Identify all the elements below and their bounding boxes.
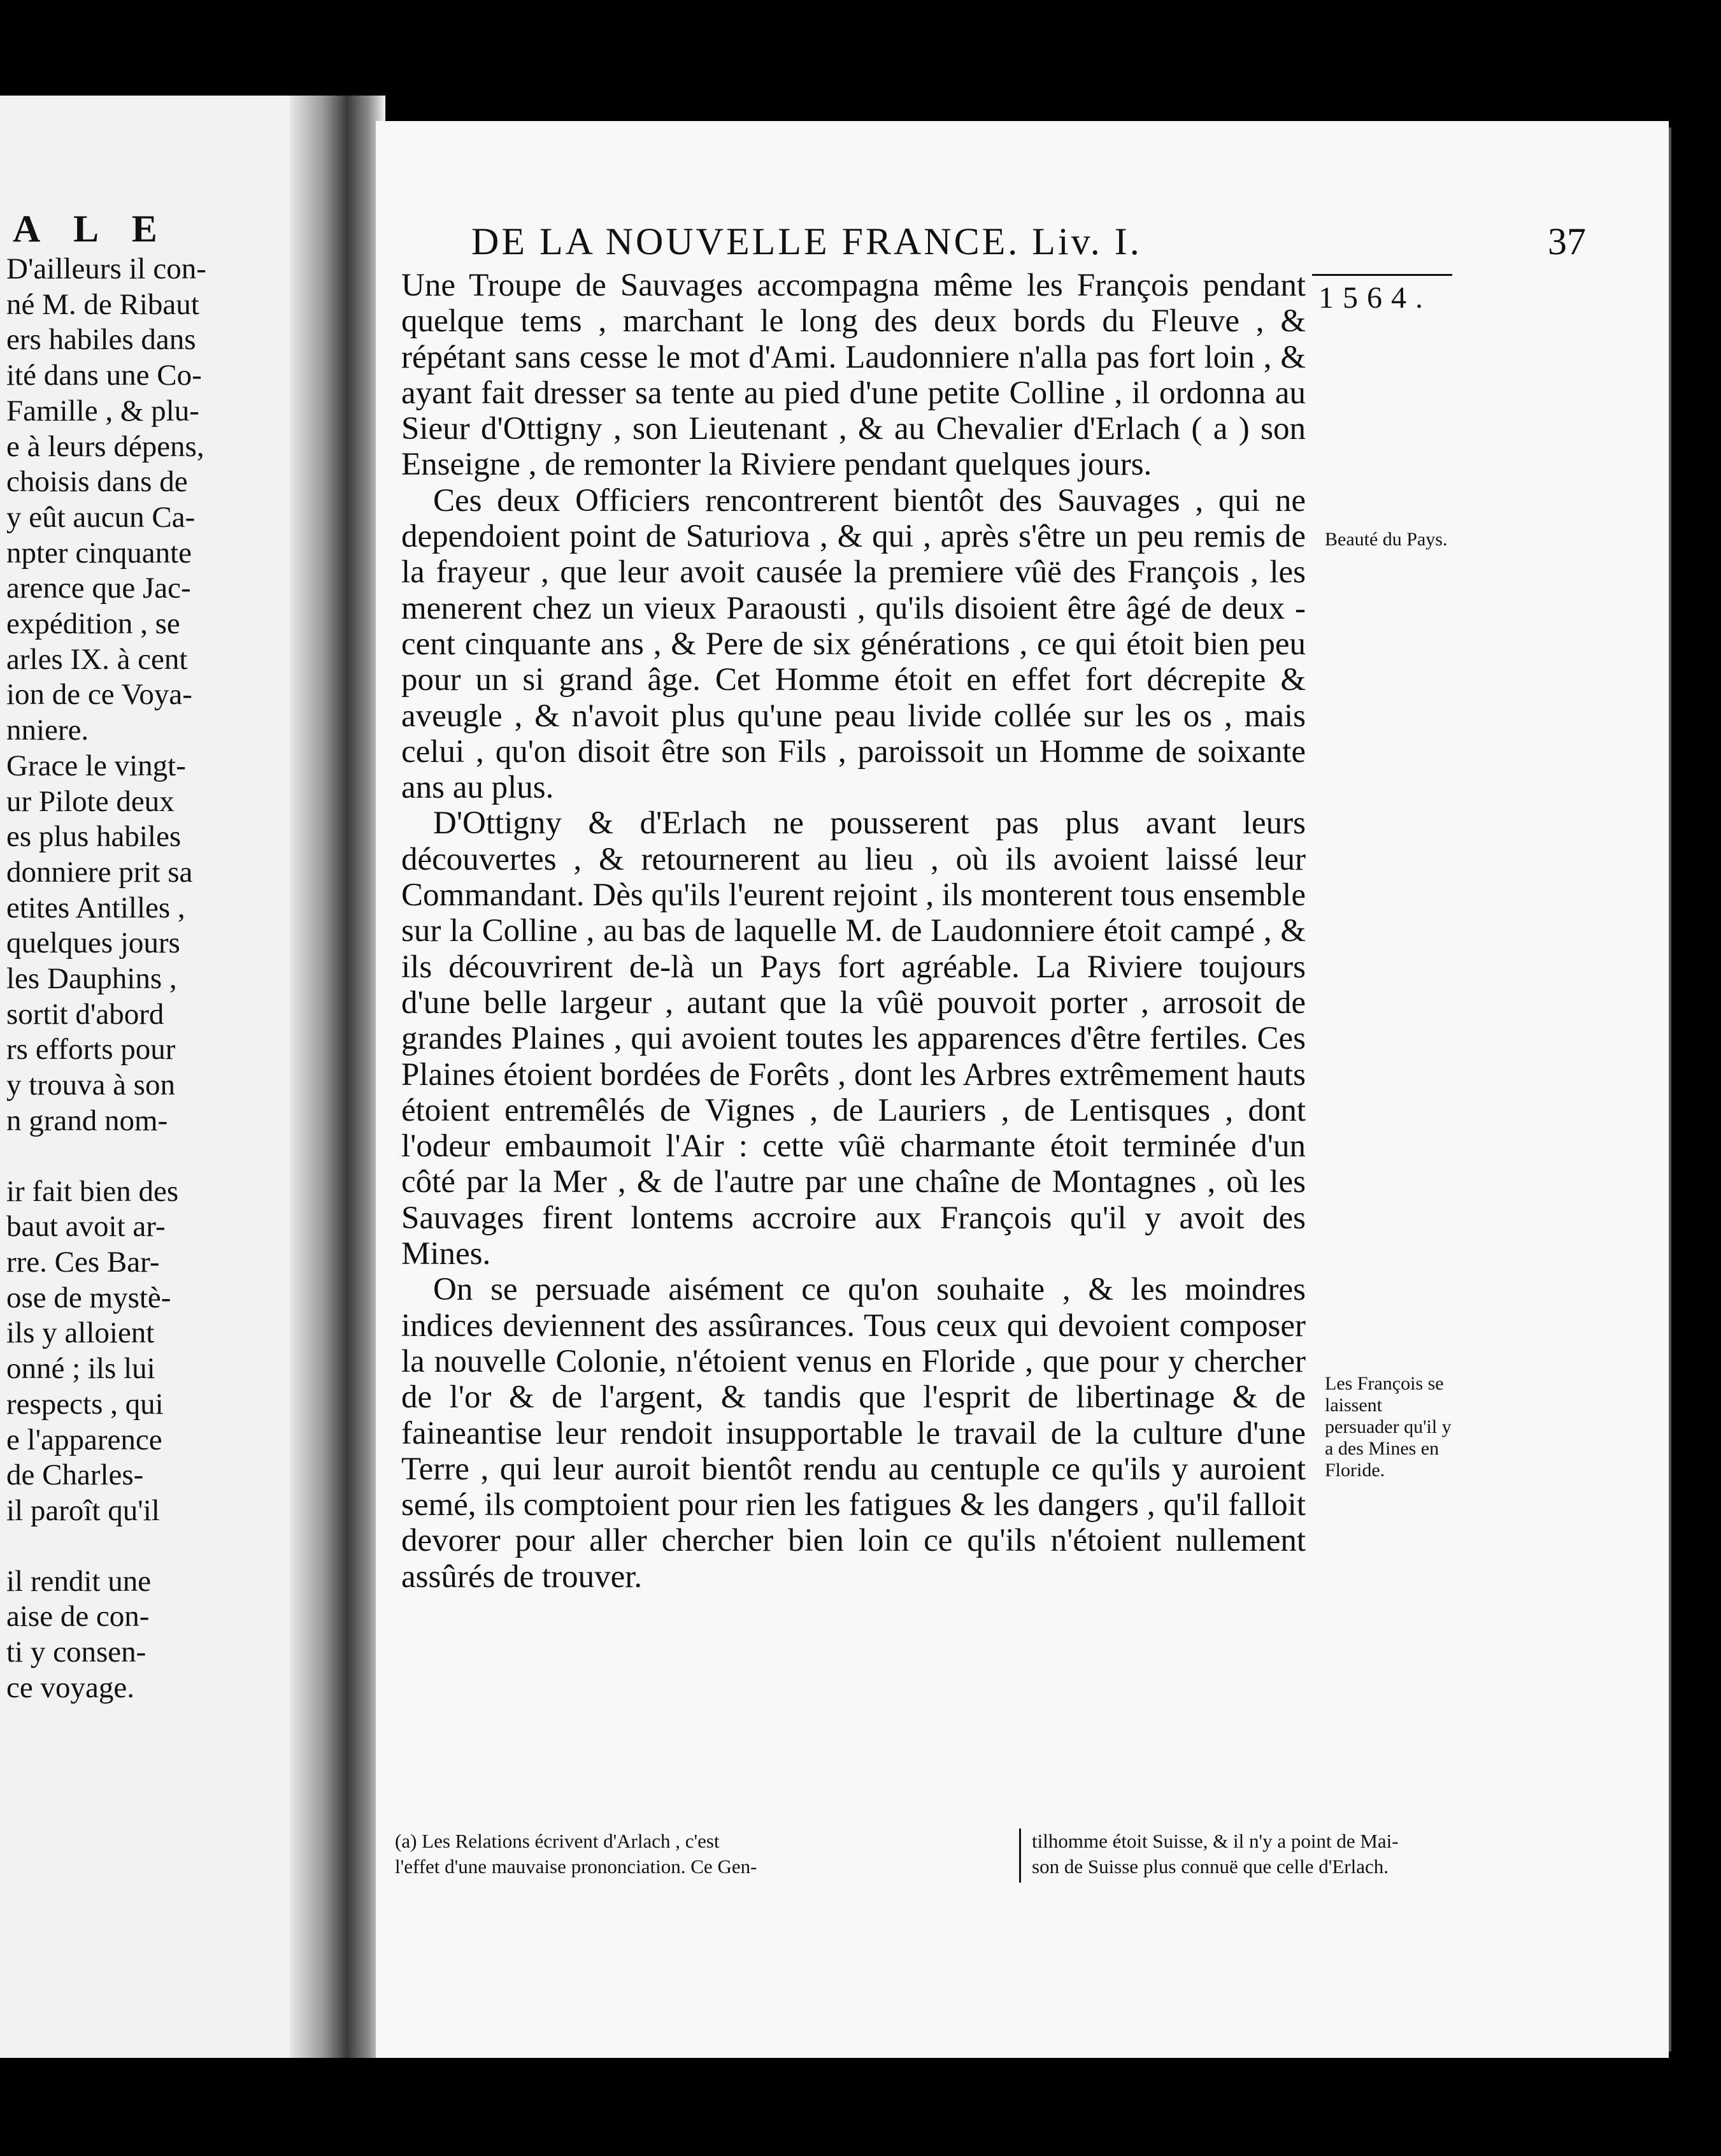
book-gutter-shadow [290,96,385,2058]
left-line: nniere. [6,714,89,747]
footnote-left-column [395,1829,1006,1879]
left-line: sortit d'abord [6,997,164,1031]
footnote-line: l'effet d'une mauvaise prononciation. Ce Gen- [395,1855,757,1878]
left-line: aise de con- [6,1600,150,1634]
left-line: choisis dans de [6,465,188,499]
body-text [401,268,1306,1595]
scan-border-top [0,0,1721,96]
left-line: il paroît qu'il [6,1493,160,1527]
running-head [471,220,1669,264]
left-line: de Charles- [6,1458,144,1492]
left-line: npter cinquante [6,536,192,570]
page-edge-line [1669,127,1671,2052]
footnote-right-column [1032,1829,1490,1879]
margin-note-mines: Les François se laissent persuader qu'il y a des Mines en Floride. [1325,1373,1452,1481]
right-page [376,121,1669,2058]
left-paragraph-gap [6,1139,236,1174]
left-line: etites Antilles , [6,891,185,924]
left-line: es plus habiles [6,820,182,854]
left-line: rs efforts pour [6,1033,176,1067]
left-page-header: A L E [13,208,170,250]
paragraph: On se persuade aisément ce qu'on souhaite , & les moindres indices deviennent des assûrances. Tous ceux qui devoient composer la nouvelle Colonie, n'étoient venus en Floride , que pour y chercher de l'or & de l'argent, & tandis que l'esprit de libertinage & de faineantise leur rendoit insupportable le travail de la culture d'une Terre , qui leur auroit bientôt rendu au centuple ce qu'ils y auroient semé, ils comptoient pour rien les fatigues & les dangers , qu'il falloit devorer pour aller chercher bien loin ce qu'ils n'étoient nullement assûrés de trouver. [401,1272,1306,1595]
left-line: ion de ce Voya- [6,678,192,712]
left-line: ils y alloient [6,1316,155,1350]
running-head-title: DE LA NOUVELLE FRANCE. Liv. I. [471,220,1142,262]
scan-border-bottom [0,2058,1721,2156]
footnote-line: (a) Les Relations écrivent d'Arlach , c'est [395,1830,720,1852]
footnote-column-rule [1019,1829,1021,1883]
paragraph: D'Ottigny & d'Erlach ne pousserent pas plus avant leurs découvertes , & retournerent au lieu , où ils avoient laissé leur Commandant. Dès qu'ils l'eurent rejoint , ils monterent tous ensemble sur la Colline , au bas de laquelle M. de Laudonniere étoit campé , & ils découvrirent de-là un Pays fort agréable. La Riviere toujours d'une belle largeur , autant que la vûë pouvoit porter , arrosoit de grandes Plaines , qui avoient toutes les apparences d'être fertiles. Ces Plaines étoient bordées de Forêts , dont les Arbres extrêmement hauts étoient entremêlés de Vignes , de Lauriers , de Lentisques , dont l'odeur embaumoit l'Air : cette vûë charmante étoit terminée d'un côté par la Mer , & de l'autre par une chaîne de Montagnes , où les Sauvages firent lontems accroire aux François qu'il y avoit des Mines. [401,805,1306,1272]
paragraph: Ces deux Officiers rencontrerent bientôt des Sauvages , qui ne dependoient point de Saturiova , & qui , après s'être un peu remis de la frayeur , que leur avoit causée la premiere vûë des François , les menerent chez un vieux Paraousti , qu'ils disoient être âgé de deux - cent cinquante ans , & Pere de six générations , ce qui étoit bien peu pour un si grand âge. Cet Homme étoit en effet fort décrepite & aveugle , & n'avoit plus qu'une peau livide collée sur les os , mais celui , qu'on disoit être son Fils , paroissoit un Homme de soixante ans au plus. [401,482,1306,806]
left-line: rre. Ces Bar- [6,1245,160,1279]
year-rule [1312,274,1452,276]
left-line: ité dans une Co- [6,359,202,392]
left-line: respects , qui [6,1387,164,1421]
left-line: ur Pilote deux [6,784,175,818]
left-line: baut avoit ar- [6,1210,166,1244]
left-line: ir fait bien des [6,1174,179,1208]
left-line: Grace le vingt- [6,749,186,782]
paragraph: Une Troupe de Sauvages accompagna même les François pendant quelque tems , marchant le long des deux bords du Fleuve , & répétant sans cesse le mot d'Ami. Laudonniere n'alla pas fort loin , & ayant fait dresser sa tente au pied d'une petite Colline , il ordonna au Sieur d'Ottigny , son Lieutenant , & au Chevalier d'Erlach ( a ) son Enseigne , de remonter la Riviere pendant quelques jours. [401,268,1306,483]
left-line: né M. de Ribaut [6,287,199,321]
margin-year: 1564. [1318,281,1432,315]
left-line: e l'apparence [6,1423,162,1456]
left-page [0,96,306,2058]
margin-note-beaute: Beauté du Pays. [1325,529,1448,550]
left-line: n grand nom- [6,1103,168,1137]
page-number: 37 [1548,220,1586,262]
left-line: ers habiles dans [6,323,196,357]
left-line: y trouva à son [6,1068,175,1102]
left-line: arence que Jac- [6,571,191,605]
left-line: e à leurs dépens, [6,429,204,463]
left-line: onné ; ils lui [6,1352,155,1386]
left-line: ti y consen- [6,1635,146,1669]
left-line: Famille , & plu- [6,394,199,428]
footnote-line: tilhomme étoit Suisse, & il n'y a point de Mai- [1032,1830,1399,1852]
left-page-text [6,252,236,1706]
footnote-line: son de Suisse plus connuë que celle d'Erlach. [1032,1855,1389,1878]
left-line: les Dauphins , [6,962,177,996]
left-line: y eût aucun Ca- [6,500,196,534]
left-line: donniere prit sa [6,855,193,889]
left-line: il rendit une [6,1564,152,1598]
left-line: expédition , se [6,607,180,641]
left-line: ose de mystè- [6,1281,171,1314]
left-paragraph-gap [6,1529,236,1564]
left-line: quelques jours [6,926,180,960]
left-line: arles IX. à cent [6,642,188,676]
left-line: ce voyage. [6,1671,134,1704]
left-line: D'ailleurs il con- [6,252,206,285]
